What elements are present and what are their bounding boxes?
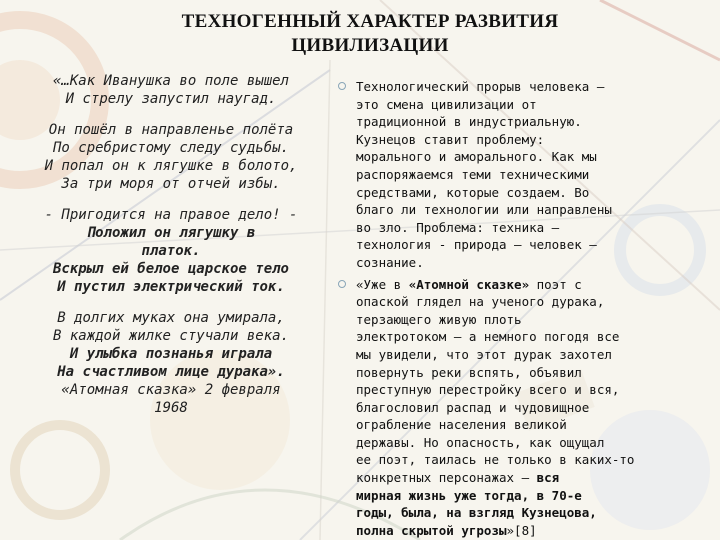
text-column bbox=[338, 78, 668, 539]
bullet-line: сознание. bbox=[356, 254, 424, 270]
poem-line: Он пошёл в направленье полёта bbox=[48, 122, 294, 138]
bullet-line: благословил распад и чудовищное bbox=[356, 399, 590, 415]
text-run: поэт с bbox=[529, 276, 582, 292]
text-run-bold: вся bbox=[536, 470, 560, 486]
poem-line: В долгих муках она умирала, bbox=[57, 310, 285, 326]
text-run: «Уже в bbox=[356, 276, 409, 292]
bullet-line: морального и аморального. Как мы bbox=[356, 149, 597, 165]
poem-line-bold: платок. bbox=[141, 243, 201, 259]
bullet-line bbox=[356, 522, 668, 540]
bullet-circle-icon bbox=[338, 280, 346, 288]
bullet-line bbox=[356, 469, 668, 487]
poem-source: «Атомная сказка» 2 февраля bbox=[61, 382, 281, 398]
bullet-line: Технологический прорыв человека – bbox=[356, 79, 605, 94]
bullet-line: технология - природа – человек – bbox=[356, 237, 597, 253]
bullet-line: благо ли технологии или направлены bbox=[356, 202, 612, 218]
bullet-item-1 bbox=[338, 78, 668, 272]
bullet-line: ограбление населения великой bbox=[356, 417, 567, 433]
poem-line-bold: И пустил электрический ток. bbox=[57, 279, 285, 295]
title-line: ЦИВИЛИЗАЦИИ bbox=[291, 35, 449, 56]
citation: »[8] bbox=[506, 522, 537, 538]
poem-stanza-2 bbox=[38, 121, 304, 193]
poem-line: - Пригодится на правое дело! - bbox=[44, 207, 298, 223]
bullet-circle-icon bbox=[338, 82, 346, 90]
poem-line: В каждой жилке стучали века. bbox=[52, 328, 289, 344]
poem-line: И попал он к лягушке в болото, bbox=[44, 158, 298, 174]
poem-stanza-3 bbox=[38, 206, 304, 296]
poem-stanza-1 bbox=[38, 72, 304, 108]
title-line: ТЕХНОГЕННЫЙ ХАРАКТЕР РАЗВИТИЯ bbox=[181, 11, 559, 32]
bullet-line: державы. Но опасность, как ощущал bbox=[356, 434, 605, 450]
poem-stanza-4 bbox=[38, 309, 304, 417]
poem-line: «…Как Иванушка во поле вышел bbox=[52, 73, 289, 89]
bullet-line: повернуть реки вспять, объявил bbox=[356, 364, 582, 380]
poem-line-bold: На счастливом лице дурака». bbox=[57, 364, 285, 380]
poem-line: За три моря от отчей избы. bbox=[61, 176, 281, 192]
text-run-bold: «Атомной сказке» bbox=[408, 276, 530, 292]
bullet-line: ее поэт, таилась не только в каких-то bbox=[356, 452, 635, 468]
bullet-line: традиционной в индустриальную. bbox=[356, 114, 582, 130]
poem-line: По сребристому следу судьбы. bbox=[52, 140, 289, 156]
bullet-line: во зло. Проблема: техника – bbox=[356, 219, 560, 235]
bullet-line-bold: мирная жизнь уже тогда, в 70-е bbox=[356, 487, 582, 503]
slide-title bbox=[140, 10, 600, 58]
bullet-line-bold: годы, была, на взгляд Кузнецова, bbox=[356, 505, 597, 521]
bullet-line: преступную перестройку всего и вся, bbox=[356, 382, 620, 398]
bullet-line: Кузнецов ставит проблему: bbox=[356, 131, 545, 147]
poem-line-bold: Положил он лягушку в bbox=[86, 225, 256, 241]
bullet-line: электротоком — а немного погодя все bbox=[356, 329, 620, 345]
poem-year: 1968 bbox=[154, 400, 188, 416]
bullet-line: средствами, которые создаем. Во bbox=[356, 184, 590, 200]
bullet-line: опаской глядел на ученого дурака, bbox=[356, 294, 605, 310]
poem-column bbox=[38, 72, 304, 430]
bullet-line: терзающего живую плоть bbox=[356, 311, 522, 327]
text-run-bold: полна скрытой угрозы bbox=[356, 522, 507, 538]
poem-line: И стрелу запустил наугад. bbox=[65, 91, 277, 107]
bullet-line: мы увидели, что этот дурак захотел bbox=[356, 346, 612, 362]
poem-line-bold: И улыбка познанья играла bbox=[69, 346, 273, 362]
bullet-item-2 bbox=[338, 276, 668, 540]
poem-line-bold: Вскрыл ей белое царское тело bbox=[52, 261, 289, 277]
bullet-line: распоряжаемся теми техническими bbox=[356, 166, 590, 182]
bullet-line bbox=[356, 276, 668, 294]
bullet-line: это смена цивилизации от bbox=[356, 96, 537, 112]
text-run: конкретных персонажах — bbox=[356, 470, 537, 486]
